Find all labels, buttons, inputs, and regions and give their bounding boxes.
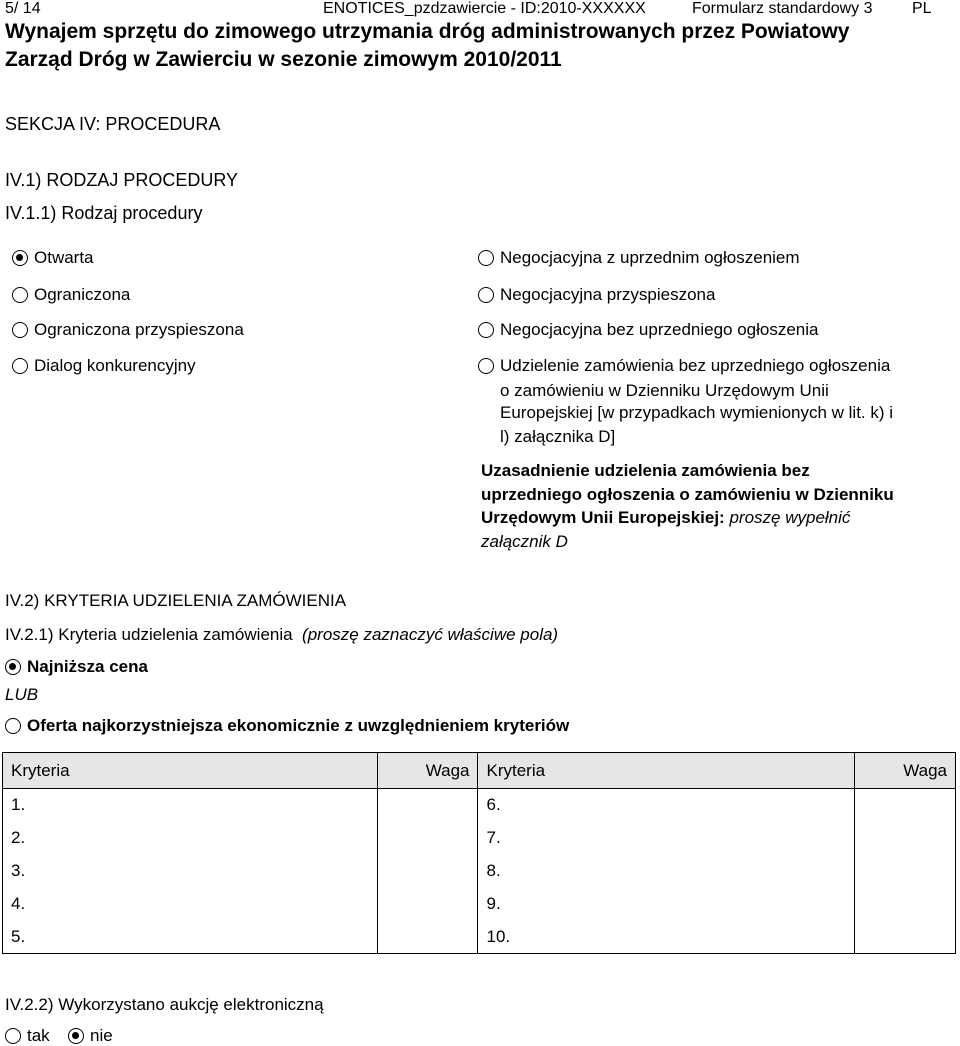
option-ograniczona-przyspieszona[interactable] xyxy=(12,320,244,340)
table-header-row xyxy=(3,753,956,789)
section-heading: SEKCJA IV: PROCEDURA xyxy=(5,114,221,134)
udzielenie-line2: o zamówieniu w Dzienniku Urzędowym Unii xyxy=(500,381,829,400)
table-row xyxy=(3,888,956,921)
page-number: 5/ 14 xyxy=(5,0,41,17)
table-row xyxy=(3,789,956,822)
option-label: Otwarta xyxy=(34,248,94,267)
col-kryteria: Kryteria xyxy=(3,753,378,789)
weight-cell[interactable] xyxy=(855,888,956,921)
criterion-number: 10. xyxy=(478,921,855,954)
document-id: ENOTICES_pzdzawiercie - ID:2010-XXXXXX xyxy=(323,0,646,17)
option-ograniczona[interactable] xyxy=(12,285,130,305)
radio-unchecked-icon[interactable] xyxy=(5,1028,21,1044)
iv21-title: IV.2.1) Kryteria udzielenia zamówienia xyxy=(5,625,293,644)
option-aukcja-tak[interactable] xyxy=(5,1026,50,1046)
subsection-iv21 xyxy=(5,625,558,645)
option-label: Ograniczona xyxy=(34,285,131,304)
option-label: Oferta najkorzystniejsza ekonomicznie z uwzględnieniem kryteriów xyxy=(27,716,570,735)
table-row xyxy=(3,921,956,954)
radio-unchecked-icon[interactable] xyxy=(12,287,28,303)
col-waga: Waga xyxy=(377,753,478,789)
subsection-iv22: IV.2.2) Wykorzystano aukcję elektroniczną xyxy=(5,995,324,1014)
option-label: Ograniczona przyspieszona xyxy=(34,320,244,339)
subsection-iv1: IV.1) RODZAJ PROCEDURY xyxy=(5,170,239,190)
udzielenie-line4: l) załącznika D] xyxy=(500,427,616,446)
radio-unchecked-icon[interactable] xyxy=(12,358,28,374)
radio-unchecked-icon[interactable] xyxy=(478,358,494,374)
option-label: tak xyxy=(27,1026,50,1045)
col-waga: Waga xyxy=(855,753,956,789)
subsection-iv2: IV.2) KRYTERIA UDZIELENIA ZAMÓWIENIA xyxy=(5,591,347,610)
uzasadnienie-line4: załącznik D xyxy=(481,532,568,551)
criterion-number: 3. xyxy=(3,855,378,888)
language-code: PL xyxy=(912,0,932,17)
radio-checked-icon[interactable] xyxy=(68,1028,84,1044)
uzasadnienie-line1: Uzasadnienie udzielenia zamówienia bez xyxy=(481,461,810,480)
radio-checked-icon[interactable] xyxy=(5,659,21,675)
option-otwarta[interactable] xyxy=(12,248,94,268)
option-label: nie xyxy=(90,1026,113,1045)
notice-title-line2: Zarząd Dróg w Zawierciu w sezonie zimowym 2010/2011 xyxy=(5,48,562,71)
criterion-number: 9. xyxy=(478,888,855,921)
radio-unchecked-icon[interactable] xyxy=(478,322,494,338)
weight-cell[interactable] xyxy=(377,921,478,954)
radio-checked-icon[interactable] xyxy=(12,250,28,266)
table-row xyxy=(3,822,956,855)
weight-cell[interactable] xyxy=(377,855,478,888)
option-label: Negocjacyjna przyspieszona xyxy=(500,285,716,304)
weight-cell[interactable] xyxy=(855,822,956,855)
form-name: Formularz standardowy 3 xyxy=(692,0,873,17)
criterion-number: 5. xyxy=(3,921,378,954)
radio-unchecked-icon[interactable] xyxy=(5,718,21,734)
radio-unchecked-icon[interactable] xyxy=(12,322,28,338)
uzasadnienie-line3 xyxy=(481,507,850,529)
criterion-number: 2. xyxy=(3,822,378,855)
uzasadnienie-instruction: proszę wypełnić xyxy=(729,508,851,527)
lub-label: LUB xyxy=(5,685,39,704)
criteria-table xyxy=(2,752,956,954)
notice-title-line1: Wynajem sprzętu do zimowego utrzymania dróg administrowanych przez Powiatowy xyxy=(5,20,850,43)
col-kryteria: Kryteria xyxy=(478,753,855,789)
option-label: Najniższa cena xyxy=(27,657,148,676)
option-label: Dialog konkurencyjny xyxy=(34,356,196,375)
criterion-number: 6. xyxy=(478,789,855,822)
option-oferta-najkorzystniejsza[interactable] xyxy=(5,716,569,736)
subsection-iv11: IV.1.1) Rodzaj procedury xyxy=(5,203,203,223)
option-dialog-konkurencyjny[interactable] xyxy=(12,356,196,376)
table-row xyxy=(3,855,956,888)
criterion-number: 8. xyxy=(478,855,855,888)
weight-cell[interactable] xyxy=(377,789,478,822)
weight-cell[interactable] xyxy=(855,921,956,954)
uzasadnienie-label: Urzędowym Unii Europejskiej: xyxy=(481,508,725,527)
udzielenie-line3: Europejskiej [w przypadkach wymienionych w lit. k) i xyxy=(500,403,894,422)
radio-unchecked-icon[interactable] xyxy=(478,287,494,303)
criterion-number: 4. xyxy=(3,888,378,921)
option-negocjacyjna-bez-ogloszenia[interactable] xyxy=(478,320,819,340)
uzasadnienie-line2: uprzedniego ogłoszenia o zamówieniu w Dzienniku xyxy=(481,485,894,504)
option-negocjacyjna-przyspieszona[interactable] xyxy=(478,285,715,305)
option-label: Negocjacyjna z uprzednim ogłoszeniem xyxy=(500,248,800,267)
iv21-instruction: (proszę zaznaczyć właściwe pola) xyxy=(302,625,559,644)
criterion-number: 7. xyxy=(478,822,855,855)
weight-cell[interactable] xyxy=(377,822,478,855)
option-label: Negocjacyjna bez uprzedniego ogłoszenia xyxy=(500,320,819,339)
option-negocjacyjna-z-ogloszeniem[interactable] xyxy=(478,248,800,268)
radio-unchecked-icon[interactable] xyxy=(478,250,494,266)
option-aukcja-nie[interactable] xyxy=(68,1026,113,1046)
option-najnizsza-cena[interactable] xyxy=(5,657,148,677)
weight-cell[interactable] xyxy=(855,855,956,888)
option-label: Udzielenie zamówienia bez uprzedniego ogłoszenia xyxy=(500,356,891,375)
weight-cell[interactable] xyxy=(855,789,956,822)
weight-cell[interactable] xyxy=(377,888,478,921)
criterion-number: 1. xyxy=(3,789,378,822)
option-udzielenie-bez-ogloszenia[interactable] xyxy=(478,356,890,376)
